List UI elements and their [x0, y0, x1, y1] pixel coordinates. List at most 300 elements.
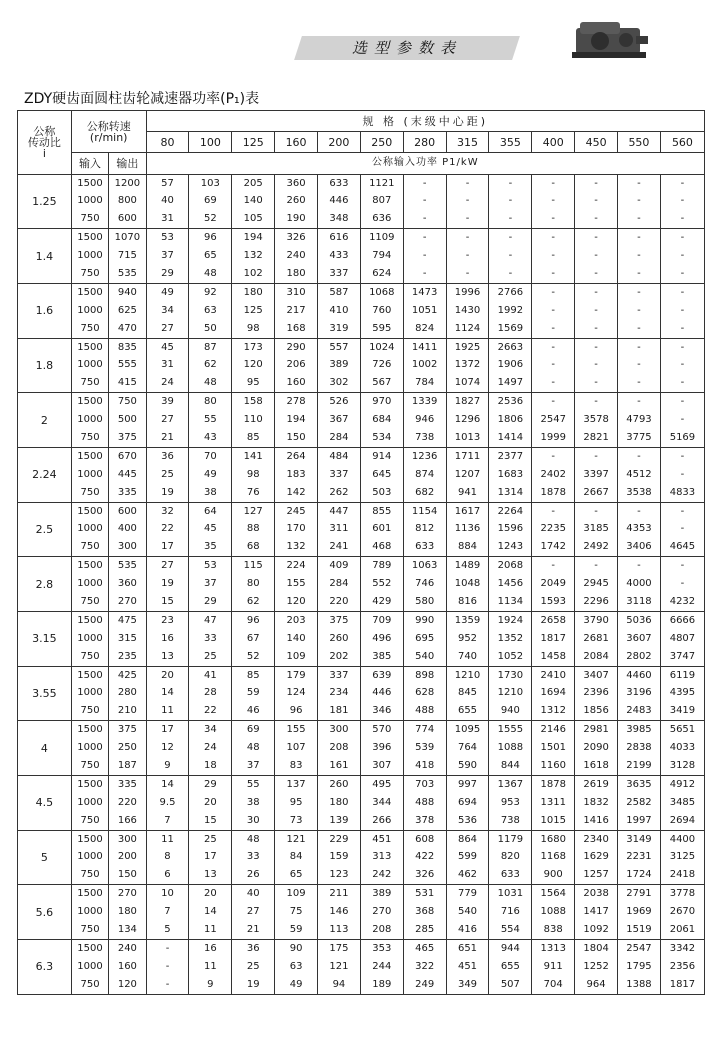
table-row — [18, 630, 705, 648]
table-row — [18, 174, 705, 193]
power-cell: 1051 — [403, 302, 446, 320]
power-cell: 1827 — [446, 393, 489, 412]
power-cell: 21 — [146, 429, 189, 448]
power-cell: - — [660, 229, 704, 248]
power-cell: - — [489, 210, 532, 229]
power-cell: 633 — [403, 538, 446, 557]
power-cell: 1906 — [489, 357, 532, 375]
power-cell: 94 — [318, 976, 361, 995]
power-cell: 24 — [146, 374, 189, 393]
table-row — [18, 921, 705, 940]
power-cell: 824 — [403, 320, 446, 339]
power-cell: 997 — [446, 775, 489, 794]
power-cell: 22 — [189, 702, 232, 721]
power-cell: 37 — [189, 575, 232, 593]
power-cell: 11 — [189, 921, 232, 940]
power-cell: - — [660, 338, 704, 357]
power-cell: 2235 — [532, 521, 575, 539]
power-cell: 1999 — [532, 429, 575, 448]
power-cell: 132 — [275, 538, 318, 557]
power-cell: 2377 — [489, 447, 532, 466]
power-cell: 1092 — [575, 921, 618, 940]
power-cell: 2402 — [532, 466, 575, 484]
output-speed-cell: 315 — [109, 630, 146, 648]
power-cell: 87 — [189, 338, 232, 357]
power-cell: - — [575, 393, 618, 412]
power-cell: 183 — [275, 466, 318, 484]
power-cell: 22 — [146, 521, 189, 539]
power-cell: - — [532, 265, 575, 284]
power-cell: 1795 — [618, 958, 661, 976]
power-cell: - — [618, 502, 661, 521]
power-unit-header: 公称输入功率 P1/kW — [146, 153, 704, 174]
power-cell: 1711 — [446, 447, 489, 466]
power-cell: 35 — [189, 538, 232, 557]
power-cell: 1063 — [403, 557, 446, 576]
power-cell: 774 — [403, 721, 446, 740]
power-cell: - — [660, 557, 704, 576]
power-cell: 141 — [232, 447, 275, 466]
power-cell: 168 — [275, 320, 318, 339]
power-cell: 1997 — [618, 812, 661, 831]
output-speed-cell: 270 — [109, 593, 146, 612]
power-cell: 1243 — [489, 538, 532, 557]
table-row — [18, 229, 705, 248]
power-cell: 96 — [232, 611, 275, 630]
power-cell: 2766 — [489, 283, 532, 302]
power-cell: 855 — [360, 502, 403, 521]
input-speed-cell: 1500 — [71, 721, 108, 740]
power-cell: 944 — [489, 939, 532, 958]
input-speed-cell: 1500 — [71, 885, 108, 904]
power-cell: 90 — [275, 939, 318, 958]
ratio-cell: 4 — [18, 721, 72, 776]
power-cell: - — [660, 393, 704, 412]
power-cell: 1414 — [489, 429, 532, 448]
power-cell: 1312 — [532, 702, 575, 721]
power-cell: 368 — [403, 903, 446, 921]
power-cell: 639 — [360, 666, 403, 685]
output-speed-cell: 375 — [109, 429, 146, 448]
power-cell: - — [403, 229, 446, 248]
gearbox-icon — [570, 14, 650, 64]
power-cell: - — [532, 338, 575, 357]
power-cell: 764 — [446, 739, 489, 757]
power-cell: 2681 — [575, 630, 618, 648]
power-cell: 67 — [232, 630, 275, 648]
power-cell: 378 — [403, 812, 446, 831]
power-cell: 2547 — [532, 411, 575, 429]
power-cell: 716 — [489, 903, 532, 921]
power-cell: - — [660, 575, 704, 593]
output-speed-cell: 335 — [109, 484, 146, 503]
output-speed-cell: 150 — [109, 866, 146, 885]
size-header-cell: 80 — [146, 132, 189, 153]
power-cell: 30 — [232, 812, 275, 831]
power-cell: 285 — [403, 921, 446, 940]
power-cell: 2231 — [618, 849, 661, 867]
power-cell: 451 — [360, 830, 403, 849]
power-cell: 3538 — [618, 484, 661, 503]
table-row — [18, 247, 705, 265]
power-cell: 45 — [146, 338, 189, 357]
power-cell: - — [618, 338, 661, 357]
ratio-cell: 2 — [18, 393, 72, 448]
power-cell: - — [575, 283, 618, 302]
power-cell: 2667 — [575, 484, 618, 503]
power-cell: 946 — [403, 411, 446, 429]
ratio-cell: 5 — [18, 830, 72, 885]
power-cell: 49 — [275, 976, 318, 995]
power-cell: 1473 — [403, 283, 446, 302]
power-cell: 23 — [146, 611, 189, 630]
power-cell: - — [532, 193, 575, 211]
power-cell: 5 — [146, 921, 189, 940]
table-row — [18, 976, 705, 995]
power-cell: - — [446, 265, 489, 284]
power-cell: 864 — [446, 830, 489, 849]
power-cell: 55 — [189, 411, 232, 429]
output-speed-cell: 940 — [109, 283, 146, 302]
power-cell: 121 — [275, 830, 318, 849]
power-cell: 1052 — [489, 648, 532, 667]
power-cell: - — [575, 229, 618, 248]
power-cell: 300 — [318, 721, 361, 740]
output-speed-cell: 600 — [109, 502, 146, 521]
power-cell: 344 — [360, 794, 403, 812]
power-cell: 580 — [403, 593, 446, 612]
power-cell: 1501 — [532, 739, 575, 757]
power-cell: 140 — [232, 193, 275, 211]
power-cell: 4912 — [660, 775, 704, 794]
power-cell: - — [618, 393, 661, 412]
table-row — [18, 739, 705, 757]
power-cell: 34 — [146, 302, 189, 320]
power-cell: 557 — [318, 338, 361, 357]
power-cell: 1296 — [446, 411, 489, 429]
input-speed-cell: 1000 — [71, 958, 108, 976]
power-cell: 83 — [275, 757, 318, 776]
power-cell: 278 — [275, 393, 318, 412]
power-cell: 260 — [275, 193, 318, 211]
power-cell: - — [660, 502, 704, 521]
power-cell: 313 — [360, 849, 403, 867]
table-row — [18, 302, 705, 320]
power-cell: 50 — [189, 320, 232, 339]
power-cell: 173 — [232, 338, 275, 357]
power-cell: 2838 — [618, 739, 661, 757]
power-cell: 125 — [232, 302, 275, 320]
size-header-cell: 100 — [189, 132, 232, 153]
power-cell: 898 — [403, 666, 446, 685]
power-cell: 1458 — [532, 648, 575, 667]
power-cell: 37 — [232, 757, 275, 776]
input-speed-cell: 1000 — [71, 685, 108, 703]
power-cell: 1969 — [618, 903, 661, 921]
power-cell: 633 — [318, 174, 361, 193]
power-cell: 1925 — [446, 338, 489, 357]
table-row — [18, 666, 705, 685]
power-cell: 567 — [360, 374, 403, 393]
power-cell: 21 — [232, 921, 275, 940]
power-cell: - — [618, 357, 661, 375]
power-cell: - — [575, 265, 618, 284]
power-cell: 55 — [232, 775, 275, 794]
table-row — [18, 521, 705, 539]
power-cell: 1992 — [489, 302, 532, 320]
power-cell: - — [575, 447, 618, 466]
power-cell: 655 — [489, 958, 532, 976]
power-cell: - — [575, 247, 618, 265]
input-speed-cell: 750 — [71, 374, 108, 393]
power-cell: 1024 — [360, 338, 403, 357]
power-cell: 326 — [403, 866, 446, 885]
power-cell: 46 — [232, 702, 275, 721]
power-cell: 1564 — [532, 885, 575, 904]
power-cell: 142 — [275, 484, 318, 503]
power-cell: - — [618, 447, 661, 466]
power-cell: - — [618, 302, 661, 320]
power-cell: 1109 — [360, 229, 403, 248]
power-cell: 396 — [360, 739, 403, 757]
output-speed-cell: 535 — [109, 265, 146, 284]
power-cell: 2038 — [575, 885, 618, 904]
input-speed-cell: 1000 — [71, 466, 108, 484]
output-speed-cell: 555 — [109, 357, 146, 375]
power-cell: 3775 — [618, 429, 661, 448]
power-cell: 6119 — [660, 666, 704, 685]
power-cell: 5036 — [618, 611, 661, 630]
power-cell: 4232 — [660, 593, 704, 612]
power-cell: 205 — [232, 174, 275, 193]
power-cell: 3125 — [660, 849, 704, 867]
power-cell: 446 — [360, 685, 403, 703]
input-speed-cell: 1000 — [71, 903, 108, 921]
power-cell: 2296 — [575, 593, 618, 612]
power-cell: 1617 — [446, 502, 489, 521]
power-cell: 1832 — [575, 794, 618, 812]
power-cell: 194 — [275, 411, 318, 429]
power-cell: 38 — [232, 794, 275, 812]
power-cell: 170 — [275, 521, 318, 539]
power-cell: 1388 — [618, 976, 661, 995]
power-cell: - — [575, 210, 618, 229]
power-cell: 98 — [232, 320, 275, 339]
power-cell: 1924 — [489, 611, 532, 630]
power-cell: - — [618, 174, 661, 193]
power-cell: 1724 — [618, 866, 661, 885]
power-cell: - — [575, 174, 618, 193]
power-cell: 1095 — [446, 721, 489, 740]
output-speed-cell: 715 — [109, 247, 146, 265]
power-cell: 7 — [146, 903, 189, 921]
power-cell: 63 — [189, 302, 232, 320]
output-speed-cell: 500 — [109, 411, 146, 429]
ratio-cell: 3.15 — [18, 611, 72, 666]
power-cell: 3635 — [618, 775, 661, 794]
power-cell: - — [532, 374, 575, 393]
power-cell: 784 — [403, 374, 446, 393]
input-speed-cell: 1000 — [71, 739, 108, 757]
power-cell: 3407 — [575, 666, 618, 685]
power-cell: - — [532, 302, 575, 320]
table-row — [18, 903, 705, 921]
power-cell: 2536 — [489, 393, 532, 412]
ratio-cell: 2.5 — [18, 502, 72, 557]
power-cell: 4033 — [660, 739, 704, 757]
power-cell: 40 — [232, 885, 275, 904]
power-cell: 3406 — [618, 538, 661, 557]
power-cell: 38 — [189, 484, 232, 503]
power-cell: 19 — [232, 976, 275, 995]
power-cell: 150 — [275, 429, 318, 448]
power-cell: - — [575, 357, 618, 375]
power-cell: 794 — [360, 247, 403, 265]
power-cell: 1088 — [532, 903, 575, 921]
table-row — [18, 210, 705, 229]
power-cell: 80 — [189, 393, 232, 412]
power-cell: 211 — [318, 885, 361, 904]
power-cell: - — [660, 210, 704, 229]
power-cell: - — [489, 265, 532, 284]
table-row — [18, 338, 705, 357]
ratio-cell: 1.25 — [18, 174, 72, 229]
power-cell: 180 — [275, 265, 318, 284]
output-speed-cell: 470 — [109, 320, 146, 339]
ratio-cell: 1.4 — [18, 229, 72, 284]
power-cell: 5169 — [660, 429, 704, 448]
table-row — [18, 757, 705, 776]
power-cell: 884 — [446, 538, 489, 557]
size-header-cell: 280 — [403, 132, 446, 153]
input-speed-cell: 750 — [71, 702, 108, 721]
power-cell: 389 — [318, 357, 361, 375]
power-cell: 4793 — [618, 411, 661, 429]
power-cell: 5651 — [660, 721, 704, 740]
power-cell: 9 — [189, 976, 232, 995]
output-speed-cell: 280 — [109, 685, 146, 703]
power-cell: 69 — [189, 193, 232, 211]
output-speed-cell: 835 — [109, 338, 146, 357]
output-speed-cell: 335 — [109, 775, 146, 794]
input-speed-cell: 750 — [71, 648, 108, 667]
power-cell: 838 — [532, 921, 575, 940]
input-speed-cell: 1500 — [71, 666, 108, 685]
power-cell: 337 — [318, 466, 361, 484]
table-row — [18, 193, 705, 211]
power-cell: 124 — [275, 685, 318, 703]
input-speed-cell: 750 — [71, 866, 108, 885]
power-cell: 738 — [489, 812, 532, 831]
size-header-cell: 125 — [232, 132, 275, 153]
table-row — [18, 265, 705, 284]
power-cell: 1313 — [532, 939, 575, 958]
power-cell: 1252 — [575, 958, 618, 976]
power-cell: 95 — [232, 374, 275, 393]
input-speed-cell: 1000 — [71, 247, 108, 265]
power-cell: 8 — [146, 849, 189, 867]
power-cell: 2802 — [618, 648, 661, 667]
table-row — [18, 794, 705, 812]
power-cell: 1593 — [532, 593, 575, 612]
power-cell: 3397 — [575, 466, 618, 484]
power-cell: - — [660, 247, 704, 265]
power-cell: 241 — [318, 538, 361, 557]
power-cell: 624 — [360, 265, 403, 284]
power-cell: 53 — [146, 229, 189, 248]
table-row — [18, 447, 705, 466]
ratio-cell: 2.8 — [18, 557, 72, 612]
power-cell: 433 — [318, 247, 361, 265]
size-header-cell: 400 — [532, 132, 575, 153]
input-speed-cell: 1500 — [71, 338, 108, 357]
power-cell: - — [660, 265, 704, 284]
input-speed-cell: 750 — [71, 484, 108, 503]
power-cell: 17 — [146, 721, 189, 740]
size-header-cell: 550 — [618, 132, 661, 153]
power-cell: 540 — [403, 648, 446, 667]
power-cell: 4460 — [618, 666, 661, 685]
power-cell: 190 — [275, 210, 318, 229]
power-cell: 26 — [232, 866, 275, 885]
power-cell: 16 — [146, 630, 189, 648]
power-cell: 96 — [189, 229, 232, 248]
output-speed-cell: 670 — [109, 447, 146, 466]
output-speed-cell: 250 — [109, 739, 146, 757]
input-speed-cell: 1000 — [71, 357, 108, 375]
power-cell: 446 — [318, 193, 361, 211]
power-cell: 57 — [146, 174, 189, 193]
power-cell: 270 — [360, 903, 403, 921]
power-cell: 844 — [489, 757, 532, 776]
power-cell: 284 — [318, 575, 361, 593]
power-cell: 31 — [146, 210, 189, 229]
power-cell: 3578 — [575, 411, 618, 429]
power-cell: 20 — [146, 666, 189, 685]
power-cell: 229 — [318, 830, 361, 849]
power-cell: - — [660, 320, 704, 339]
power-cell: 1031 — [489, 885, 532, 904]
power-cell: - — [575, 193, 618, 211]
table-row — [18, 830, 705, 849]
input-speed-cell: 1500 — [71, 393, 108, 412]
power-cell: 348 — [318, 210, 361, 229]
table-row — [18, 958, 705, 976]
power-cell: 109 — [275, 885, 318, 904]
table-row — [18, 939, 705, 958]
power-cell: 1124 — [446, 320, 489, 339]
output-speed-cell: 535 — [109, 557, 146, 576]
power-cell: 158 — [232, 393, 275, 412]
power-cell: 2670 — [660, 903, 704, 921]
output-speed-cell: 625 — [109, 302, 146, 320]
power-cell: 816 — [446, 593, 489, 612]
power-cell: 704 — [532, 976, 575, 995]
input-speed-cell: 1500 — [71, 557, 108, 576]
power-cell: 2356 — [660, 958, 704, 976]
power-cell: - — [532, 210, 575, 229]
power-cell: 1806 — [489, 411, 532, 429]
power-cell: 746 — [403, 575, 446, 593]
power-cell: 539 — [403, 739, 446, 757]
power-cell: - — [403, 174, 446, 193]
power-cell: 990 — [403, 611, 446, 630]
power-cell: 1074 — [446, 374, 489, 393]
power-cell: 189 — [360, 976, 403, 995]
power-cell: 349 — [446, 976, 489, 995]
power-cell: 290 — [275, 338, 318, 357]
power-cell: 429 — [360, 593, 403, 612]
